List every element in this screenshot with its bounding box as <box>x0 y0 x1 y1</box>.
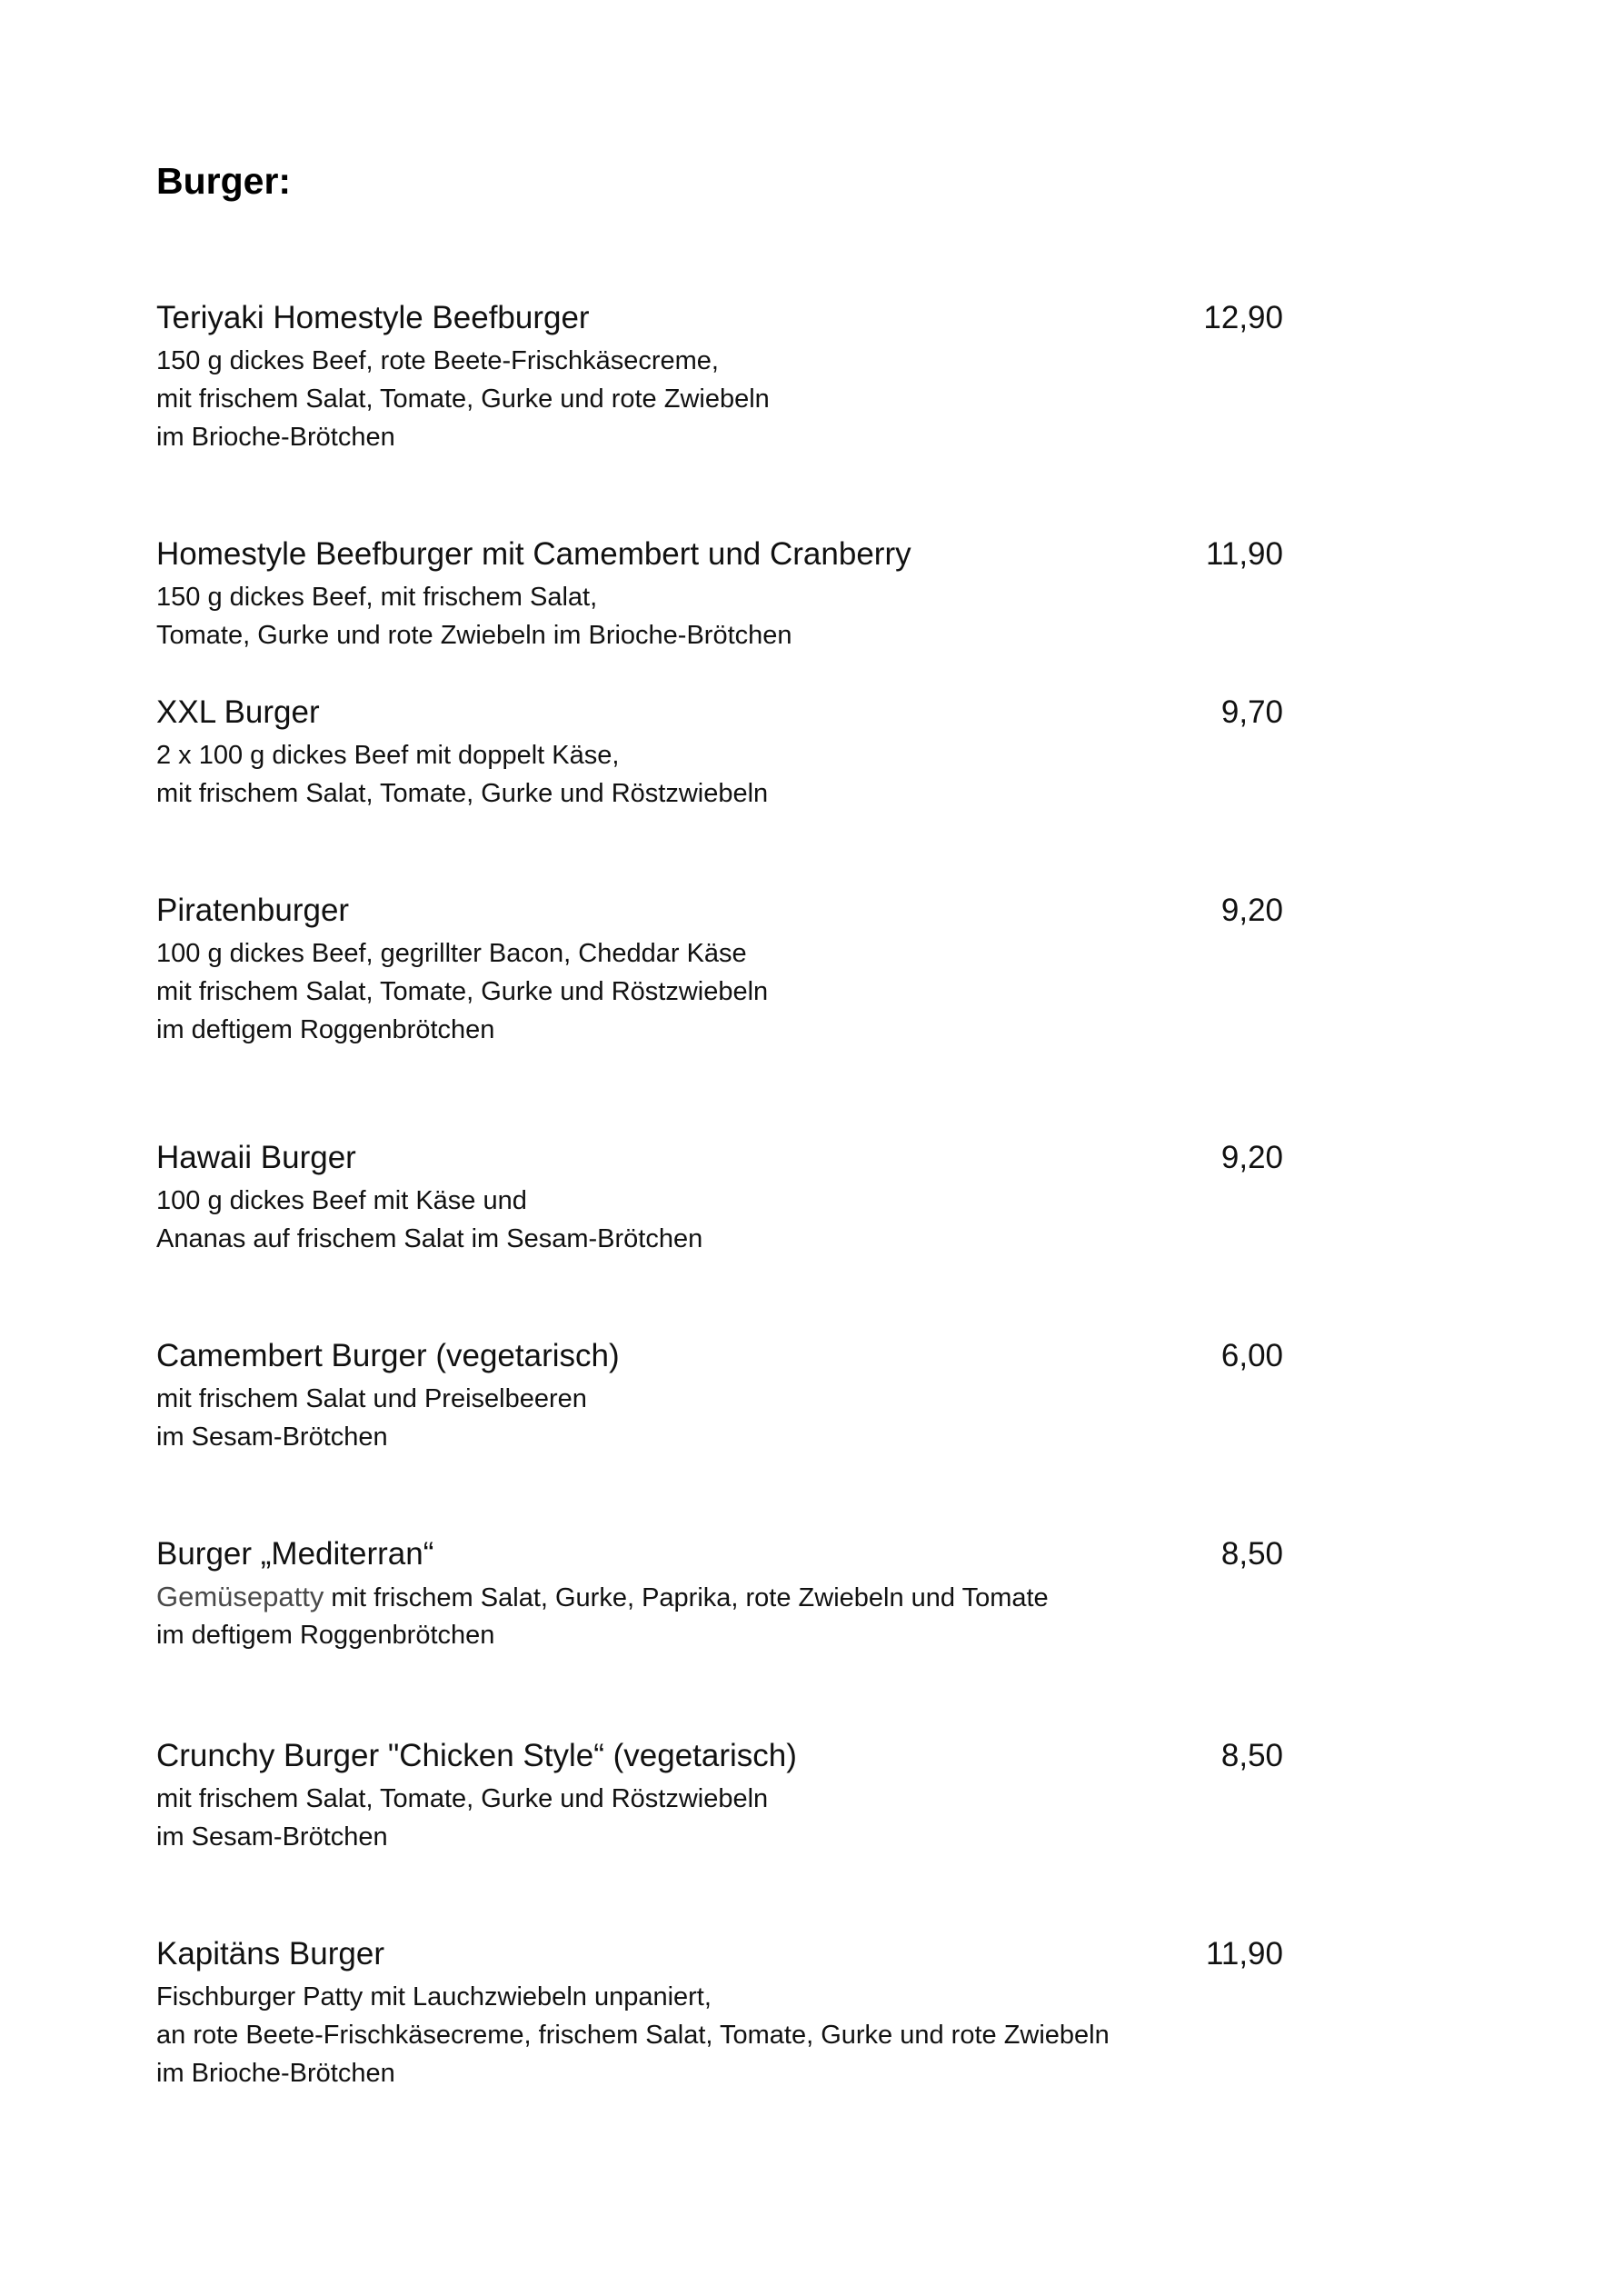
description-line: Ananas auf frischem Salat im Sesam-Brötchen <box>156 1224 703 1253</box>
item-name: Piratenburger <box>156 893 350 928</box>
description-line: Tomate, Gurke und rote Zwiebeln im Brioche-Brötchen <box>156 621 792 650</box>
item-name: Hawaii Burger <box>156 1140 356 1175</box>
menu-item <box>156 1736 1283 1856</box>
description-line: im Brioche-Brötchen <box>156 423 395 452</box>
item-price: 9,20 <box>1220 1140 1283 1175</box>
item-price: 11,90 <box>1206 1936 1283 1972</box>
description-line: mit frischem Salat und Preiselbeeren <box>156 1384 587 1413</box>
item-price: 11,90 <box>1206 536 1283 572</box>
item-price: 8,50 <box>1220 1738 1283 1773</box>
item-description <box>156 1182 1283 1258</box>
description-line <box>156 1578 1283 1616</box>
item-description <box>156 1380 1283 1456</box>
item-price: 12,90 <box>1203 300 1283 335</box>
description-line: Fischburger Patty mit Lauchzwiebeln unpaniert, <box>156 1982 712 2011</box>
menu-item <box>156 693 1283 813</box>
item-price: 9,70 <box>1220 694 1283 730</box>
item-price: 9,20 <box>1220 893 1283 928</box>
item-name: Kapitäns Burger <box>156 1936 384 1972</box>
menu-item <box>156 298 1283 456</box>
item-description <box>156 1578 1283 1654</box>
description-line: mit frischem Salat, Tomate, Gurke und Röstzwiebeln <box>156 779 769 808</box>
item-description <box>156 342 1283 456</box>
menu-item <box>156 1934 1283 2092</box>
description-line: mit frischem Salat, Tomate, Gurke und Röstzwiebeln <box>156 1784 769 1813</box>
description-line: 150 g dickes Beef, rote Beete-Frischkäsecreme, <box>156 346 719 375</box>
description-line: mit frischem Salat, Tomate, Gurke und rote Zwiebeln <box>156 384 770 414</box>
description-line: 150 g dickes Beef, mit frischem Salat, <box>156 583 598 612</box>
description-line: im deftigem Roggenbrötchen <box>156 1621 495 1650</box>
description-line: im Sesam-Brötchen <box>156 1423 388 1452</box>
item-description <box>156 578 1283 654</box>
item-description <box>156 934 1283 1049</box>
menu-item <box>156 1138 1283 1258</box>
description-line: im Brioche-Brötchen <box>156 2059 395 2088</box>
description-line: 100 g dickes Beef, gegrillter Bacon, Cheddar Käse <box>156 939 747 968</box>
description-line: im deftigem Roggenbrötchen <box>156 1015 495 1044</box>
item-price: 6,00 <box>1220 1338 1283 1373</box>
description-text: mit frischem Salat, Gurke, Paprika, rote Zwiebeln und Tomate <box>324 1583 1049 1612</box>
item-name: Burger „Mediterran“ <box>156 1536 434 1572</box>
menu-item <box>156 1534 1283 1654</box>
item-name: Teriyaki Homestyle Beefburger <box>156 300 590 335</box>
description-line: 2 x 100 g dickes Beef mit doppelt Käse, <box>156 741 620 770</box>
item-name: Crunchy Burger "Chicken Style“ (vegetarisch) <box>156 1738 797 1773</box>
description-line: mit frischem Salat, Tomate, Gurke und Röstzwiebeln <box>156 977 769 1006</box>
description-line: im Sesam-Brötchen <box>156 1822 388 1852</box>
item-description <box>156 1780 1283 1856</box>
menu-item <box>156 534 1283 654</box>
section-heading: Burger: <box>156 160 292 202</box>
item-name: Homestyle Beefburger mit Camembert und Cranberry <box>156 536 911 572</box>
menu-item <box>156 1336 1283 1456</box>
description-lead: Gemüsepatty <box>156 1581 324 1612</box>
menu-item <box>156 891 1283 1049</box>
item-name: Camembert Burger (vegetarisch) <box>156 1338 620 1373</box>
description-line: 100 g dickes Beef mit Käse und <box>156 1186 527 1215</box>
item-description <box>156 1978 1283 2092</box>
item-name: XXL Burger <box>156 694 320 730</box>
description-line: an rote Beete-Frischkäsecreme, frischem Salat, Tomate, Gurke und rote Zwiebeln <box>156 2021 1110 2050</box>
item-description <box>156 736 1283 813</box>
item-price: 8,50 <box>1220 1536 1283 1572</box>
